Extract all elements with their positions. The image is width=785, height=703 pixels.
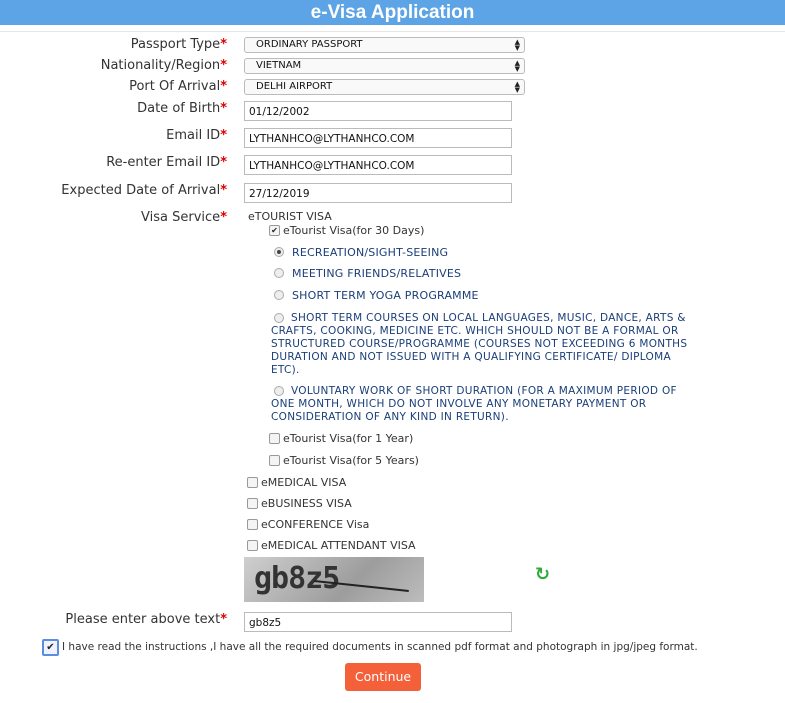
etourist-1y-checkbox[interactable]: [269, 433, 280, 444]
ebusiness-label: eBUSINESS VISA: [261, 497, 352, 510]
emedical-checkbox[interactable]: [247, 477, 258, 488]
agreement-text: I have read the instructions ,I have all the required documents in scanned pdf format and photograph in jpg/jpeg format.: [62, 641, 698, 653]
etourist-30-label: eTourist Visa(for 30 Days): [283, 224, 425, 237]
nationality-label: Nationality/Region*: [100, 58, 227, 73]
etourist-5y-label: eTourist Visa(for 5 Years): [283, 454, 419, 467]
email-input[interactable]: LYTHANHCO@LYTHANHCO.COM: [244, 128, 512, 148]
purpose-recreation-label: RECREATION/SIGHT-SEEING: [292, 246, 449, 259]
continue-button[interactable]: Continue: [345, 663, 421, 691]
visa-service-label: Visa Service*: [141, 210, 227, 225]
header-divider: [0, 31, 785, 32]
captcha-text: gb8z5: [254, 561, 340, 596]
select-arrows-icon: ▲ ▼: [514, 59, 520, 73]
purpose-yoga-label: SHORT TERM YOGA PROGRAMME: [292, 289, 479, 302]
etourist-5y-checkbox[interactable]: [269, 455, 280, 466]
select-arrows-icon: ▲ ▼: [514, 80, 520, 94]
refresh-icon[interactable]: ↻: [535, 564, 551, 585]
purpose-meeting-label: MEETING FRIENDS/RELATIVES: [292, 267, 462, 280]
arrival-date-label: Expected Date of Arrival*: [61, 183, 227, 198]
purpose-yoga-radio[interactable]: [274, 290, 284, 300]
ebusiness-checkbox[interactable]: [247, 498, 258, 509]
arrival-date-input[interactable]: 27/12/2019: [244, 183, 512, 203]
emedical-attendant-checkbox[interactable]: [247, 540, 258, 551]
captcha-input[interactable]: gb8z5: [244, 612, 512, 632]
purpose-meeting-radio[interactable]: [274, 268, 284, 278]
port-of-arrival-select[interactable]: DELHI AIRPORT ▲ ▼: [244, 79, 525, 95]
email-label: Email ID*: [166, 128, 227, 143]
captcha-input-label: Please enter above text*: [65, 612, 227, 627]
page-title: e-Visa Application: [310, 2, 475, 23]
page-header: [0, 0, 785, 25]
port-of-arrival-label: Port Of Arrival*: [129, 79, 227, 94]
reenter-email-input[interactable]: LYTHANHCO@LYTHANHCO.COM: [244, 155, 512, 175]
select-arrows-icon: ▲ ▼: [514, 38, 520, 52]
etourist-30-checkbox[interactable]: ✔: [269, 225, 280, 236]
date-of-birth-input[interactable]: 01/12/2002: [244, 101, 512, 121]
emedical-attendant-label: eMEDICAL ATTENDANT VISA: [261, 539, 416, 552]
econference-label: eCONFERENCE Visa: [261, 518, 370, 531]
agreement-checkbox[interactable]: ✔: [42, 639, 59, 656]
purpose-voluntary-label: VOLUNTARY WORK OF SHORT DURATION (FOR A MAXIMUM PERIOD OF ONE MONTH, WHICH DO NOT INVOLVE ANY MONETARY PAYMENT OR CONSIDERATION OF ANY KIND IN RETURN).: [271, 385, 677, 423]
passport-type-select[interactable]: ORDINARY PASSPORT ▲ ▼: [244, 37, 525, 53]
date-of-birth-label: Date of Birth*: [137, 101, 227, 116]
etourist-1y-label: eTourist Visa(for 1 Year): [283, 432, 414, 445]
visa-category-title: eTOURIST VISA: [248, 210, 332, 223]
econference-checkbox[interactable]: [247, 519, 258, 530]
nationality-select[interactable]: VIETNAM ▲ ▼: [244, 58, 525, 74]
passport-type-label: Passport Type*: [130, 37, 227, 52]
reenter-email-label: Re-enter Email ID*: [106, 155, 227, 170]
emedical-label: eMEDICAL VISA: [261, 476, 347, 489]
purpose-recreation-radio[interactable]: [274, 247, 284, 257]
purpose-courses-label: SHORT TERM COURSES ON LOCAL LANGUAGES, MUSIC, DANCE, ARTS & CRAFTS, COOKING, MEDICINE ETC. WHICH SHOULD NOT BE A FORMAL OR STRUCTURED COURSE/PROGRAMME (COURSES NOT EXCEEDING 6 MONTHS DURATION AND NOT ISSUED WITH A QUALIFYING CERTIFICATE/ DIPLOMA ETC).: [271, 312, 688, 376]
captcha-image: [244, 557, 424, 602]
